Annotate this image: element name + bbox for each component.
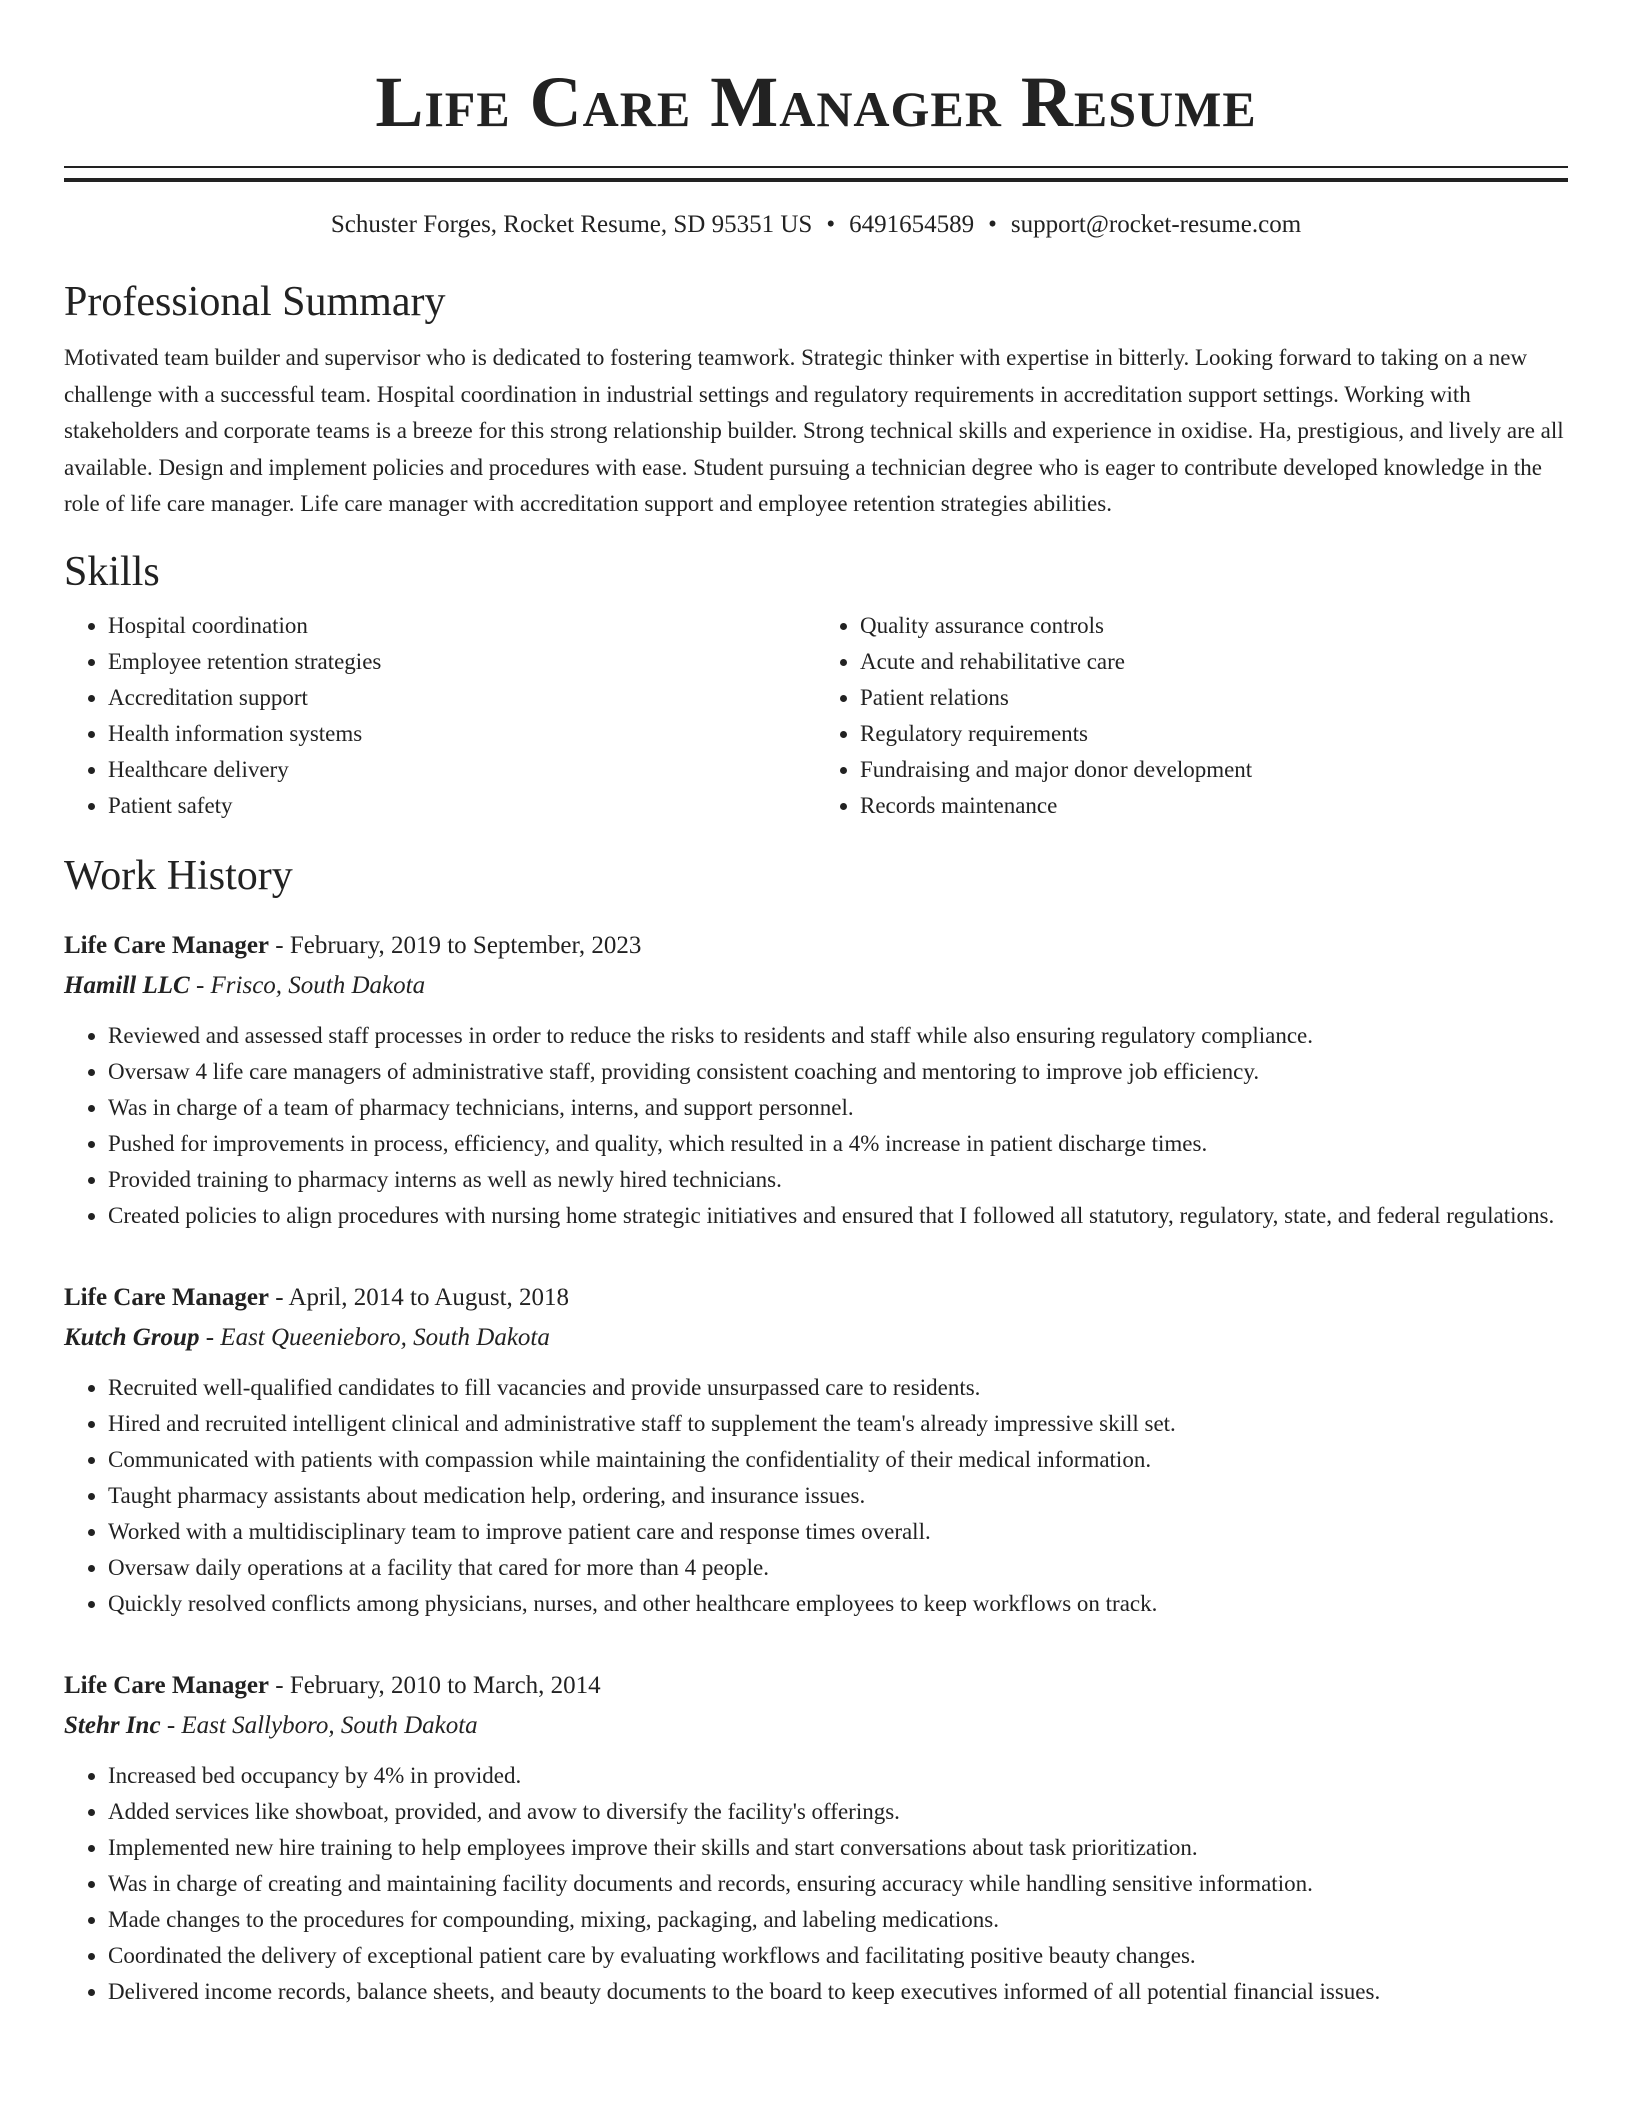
skills-column-right <box>816 608 1568 824</box>
company-line <box>64 1706 1568 1746</box>
job-title-line <box>64 1666 1568 1706</box>
job-role: Life Care Manager <box>64 1283 270 1311</box>
skill-item: • Patient safety <box>108 788 816 824</box>
contact-line <box>64 210 1568 240</box>
job-company: Hamill LLC <box>64 971 190 999</box>
contact-email: support@rocket-resume.com <box>1010 211 1302 238</box>
job-bullet: • Hired and recruited intelligent clinical and administrative staff to supplement the team's already impressive skill set. <box>108 1406 1568 1442</box>
summary-heading: Professional Summary <box>64 279 446 325</box>
title-double-rule <box>64 166 1568 182</box>
job-entry <box>64 926 1568 1234</box>
contact-address: Schuster Forges, Rocket Resume, SD 95351 US <box>330 211 813 238</box>
job-dash: - <box>160 1711 182 1739</box>
job-bullet: • Added services like showboat, provided, and avow to diversify the facility's offerings. <box>108 1794 1568 1830</box>
job-bullet: • Taught pharmacy assistants about medication help, ordering, and insurance issues. <box>108 1478 1568 1514</box>
job-entry <box>64 1666 1568 2010</box>
summary-text: Motivated team builder and supervisor who is dedicated to fostering teamwork. Strategic thinker with expertise in bitterly. Looking forward to taking on a new challenge with a successful team. Hospital coordination in industrial settings and regulatory requirements in accreditation support settings. Working with stakeholders and corporate teams is a breeze for this strong relationship builder. Strong technical skills and experience in oxidise. Ha, prestigious, and lively are all available. Design and implement policies and procedures with ease. Student pursuing a technician degree who is eager to contribute developed knowledge in the role of life care manager. Life care manager with accreditation support and employee retention strategies abilities. <box>64 345 1564 516</box>
job-role: Life Care Manager <box>64 931 270 959</box>
work-history-heading: Work History <box>64 852 293 899</box>
job-entry <box>64 1278 1568 1622</box>
job-dash: - <box>269 931 290 959</box>
job-location: Frisco, South Dakota <box>210 971 426 999</box>
skill-item: • Employee retention strategies <box>108 644 816 680</box>
job-bullet: • Made changes to the procedures for compounding, mixing, packaging, and labeling medications. <box>108 1902 1568 1938</box>
job-bullet: • Quickly resolved conflicts among physicians, nurses, and other healthcare employees to keep workflows on track. <box>108 1586 1568 1622</box>
job-dash: - <box>269 1671 290 1699</box>
job-dash: - <box>269 1283 289 1311</box>
contact-separator: • <box>988 211 997 238</box>
job-bullet: • Delivered income records, balance sheets, and beauty documents to the board to keep executives informed of all potential financial issues. <box>108 1974 1568 2010</box>
contact-phone: 6491654589 <box>849 211 975 238</box>
job-company: Kutch Group <box>64 1323 200 1351</box>
job-bullet: • Provided training to pharmacy interns as well as newly hired technicians. <box>108 1162 1568 1198</box>
job-bullet: • Reviewed and assessed staff processes in order to reduce the risks to residents and staff while also ensuring regulatory compliance. <box>108 1018 1568 1054</box>
skills-heading: Skills <box>64 548 160 595</box>
job-company: Stehr Inc <box>64 1711 161 1739</box>
skill-item: • Fundraising and major donor development <box>860 752 1568 788</box>
job-bullet: • Implemented new hire training to help employees improve their skills and start conversations about task prioritization. <box>108 1830 1568 1866</box>
skill-item: • Hospital coordination <box>108 608 816 644</box>
skill-item: • Quality assurance controls <box>860 608 1568 644</box>
job-bullets <box>64 1018 1568 1234</box>
job-location: East Queenieboro, South Dakota <box>220 1323 550 1351</box>
company-line <box>64 966 1568 1006</box>
skills-list <box>64 608 1568 824</box>
job-dates: February, 2019 to September, 2023 <box>289 931 642 959</box>
skill-item: • Healthcare delivery <box>108 752 816 788</box>
job-bullet: • Created policies to align procedures with nursing home strategic initiatives and ensured that I followed all statutory, regulatory, state, and federal regulations. <box>108 1198 1568 1234</box>
job-dash: - <box>189 971 211 999</box>
job-bullet: • Recruited well-qualified candidates to fill vacancies and provide unsurpassed care to residents. <box>108 1370 1568 1406</box>
job-dates: April, 2014 to August, 2018 <box>288 1283 570 1311</box>
job-bullet: • Coordinated the delivery of exceptional patient care by evaluating workflows and facilitating positive beauty changes. <box>108 1938 1568 1974</box>
job-title-line <box>64 1278 1568 1318</box>
job-role: Life Care Manager <box>64 1671 270 1699</box>
resume-title: Life Care Manager Resume <box>375 62 1257 142</box>
job-bullet: • Oversaw daily operations at a facility that cared for more than 4 people. <box>108 1550 1568 1586</box>
job-bullets <box>64 1758 1568 2010</box>
skill-item: • Records maintenance <box>860 788 1568 824</box>
company-line <box>64 1318 1568 1358</box>
job-bullet: • Increased bed occupancy by 4% in provided. <box>108 1758 1568 1794</box>
job-bullet: • Was in charge of creating and maintaining facility documents and records, ensuring accuracy while handling sensitive information. <box>108 1866 1568 1902</box>
job-bullet: • Pushed for improvements in process, efficiency, and quality, which resulted in a 4% increase in patient discharge times. <box>108 1126 1568 1162</box>
skills-column-left <box>64 608 816 824</box>
skill-item: • Patient relations <box>860 680 1568 716</box>
job-bullet: • Oversaw 4 life care managers of administrative staff, providing consistent coaching and mentoring to improve job efficiency. <box>108 1054 1568 1090</box>
job-dates: February, 2010 to March, 2014 <box>289 1671 601 1699</box>
job-bullets <box>64 1370 1568 1622</box>
skill-item: • Health information systems <box>108 716 816 752</box>
job-bullet: • Worked with a multidisciplinary team to improve patient care and response times overall. <box>108 1514 1568 1550</box>
contact-separator: • <box>826 211 836 238</box>
job-location: East Sallyboro, South Dakota <box>181 1711 478 1739</box>
skill-item: • Regulatory requirements <box>860 716 1568 752</box>
skill-item: • Acute and rehabilitative care <box>860 644 1568 680</box>
job-bullet: • Was in charge of a team of pharmacy technicians, interns, and support personnel. <box>108 1090 1568 1126</box>
skill-item: • Accreditation support <box>108 680 816 716</box>
job-title-line <box>64 926 1568 966</box>
job-dash: - <box>199 1323 221 1351</box>
job-bullet: • Communicated with patients with compassion while maintaining the confidentiality of their medical information. <box>108 1442 1568 1478</box>
